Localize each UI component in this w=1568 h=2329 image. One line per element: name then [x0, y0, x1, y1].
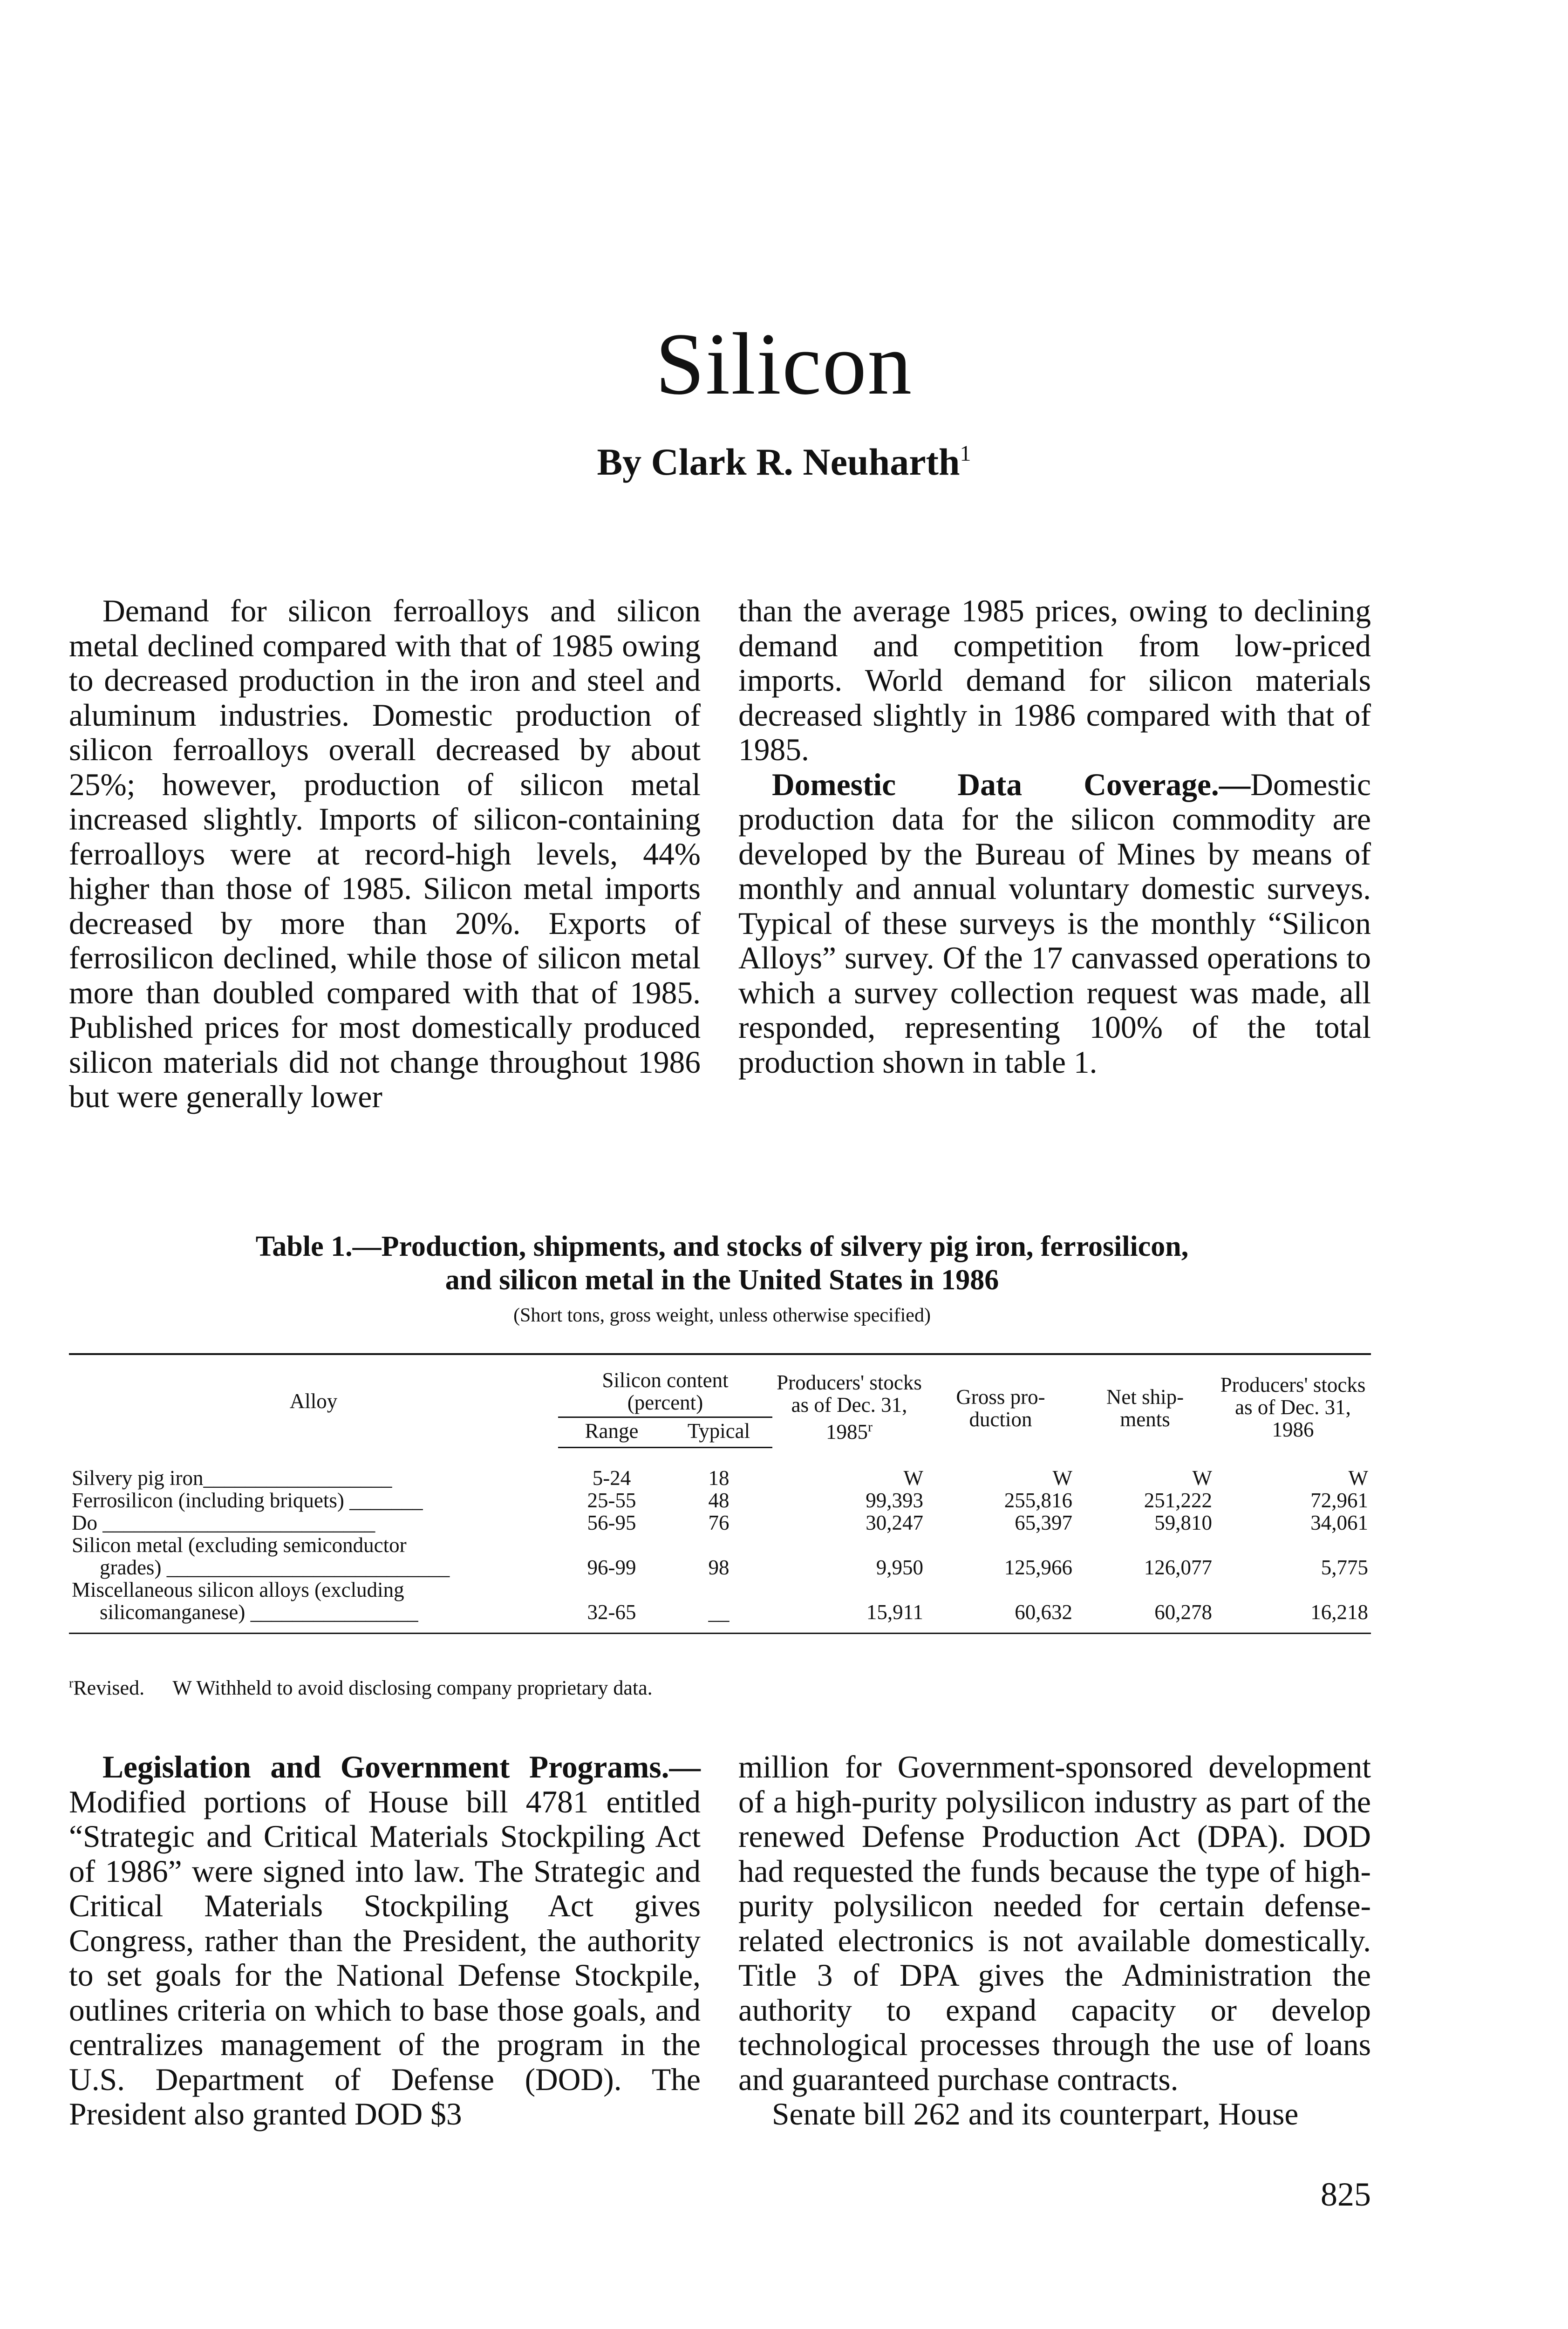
alloy-label-line-2: grades)	[100, 1556, 162, 1579]
cell-net: 59,810	[1154, 1511, 1212, 1534]
intro-paragraph-continued: than the average 1985 prices, owing to declining demand and competition from low-priced imports. World demand for silicon materials decreased slightly in 1986 compared with that of 1985.	[738, 593, 1371, 767]
leader-dots: _______	[349, 1489, 423, 1512]
cell-net: 126,077	[1144, 1556, 1212, 1579]
cell-typical: 76	[708, 1511, 729, 1534]
page-title: Silicon	[655, 315, 913, 414]
coverage-text: Domestic production data for the silicon commodity are developed by the Bureau of Mines by means of monthly and annual voluntary domestic surveys. Typical of these surveys is the monthly “Silicon Alloys” survey. Of the 17 canvassed operations to which a survey collection request was made, all responded, representing 100% of the total production shown in table 1.	[738, 767, 1371, 1080]
header-typical: Typical	[665, 1417, 772, 1448]
table-subtitle: (Short tons, gross weight, unless otherwise specified)	[513, 1305, 931, 1326]
cell-gross: 125,966	[1004, 1556, 1072, 1579]
revised-mark: r	[868, 1419, 873, 1435]
table-row	[69, 1448, 1371, 1490]
cell-stocks-1986: W	[1348, 1466, 1368, 1490]
alloy-label: Silvery pig iron	[72, 1466, 204, 1490]
alloy-label: Do	[72, 1511, 97, 1534]
production-table	[69, 1353, 1371, 1634]
cell-typical: 18	[708, 1466, 729, 1490]
alloy-label: Silicon metal (excluding semiconductor	[72, 1533, 407, 1557]
cell-net: 251,222	[1144, 1489, 1212, 1512]
cell-alloy	[69, 1534, 558, 1579]
cell-stocks-1986: 16,218	[1310, 1600, 1368, 1624]
table-row	[69, 1489, 1371, 1512]
author-footnote-mark: 1	[960, 441, 971, 466]
cell-range: 25-55	[587, 1489, 636, 1512]
cell-stocks-1985: 99,393	[866, 1489, 923, 1512]
legislation-paragraph-continued: million for Government-sponsored development of a high-purity polysilicon industry as part of the renewed Defense Production Act (DPA). DOD had requested the funds because the type of high-purity polysilicon needed for certain defense-related electronics is not available domestically. Title 3 of DPA gives the Administration the authority to expand capacity or develop technological processes through the use of loans and guaranteed purchase contracts.	[738, 1750, 1371, 2097]
table-footnotes	[69, 1676, 676, 1700]
footnote-revised-mark: r	[69, 1676, 74, 1691]
leader-dots: __________________________	[102, 1511, 375, 1534]
cell-gross: 65,397	[1015, 1511, 1072, 1534]
header-range: Range	[558, 1417, 665, 1448]
cell-typical: __	[708, 1600, 729, 1624]
cell-stocks-1985: 15,911	[866, 1600, 923, 1624]
cell-alloy	[69, 1489, 558, 1512]
table-row	[69, 1579, 1371, 1634]
alloy-label-cont	[72, 1601, 555, 1623]
author-name: By Clark R. Neuharth	[597, 441, 960, 483]
table-title-line-2: and silicon metal in the United States in 1986	[445, 1264, 999, 1296]
header-silicon-content: Silicon content (percent)	[602, 1369, 729, 1414]
alloy-label: Ferrosilicon (including briquets)	[72, 1489, 344, 1512]
cell-alloy	[69, 1448, 558, 1490]
intro-column-right	[738, 594, 1371, 1080]
legislation-column-right	[738, 1750, 1371, 2132]
cell-alloy	[69, 1512, 558, 1534]
cell-range: 96-99	[587, 1556, 636, 1579]
leader-dots: __________________	[203, 1466, 392, 1490]
byline	[0, 440, 1568, 484]
legislation-text: Modified portions of House bill 4781 entitled “Strategic and Critical Materials Stockpiling Act of 1986” were signed into law. The Strategic and Critical Materials Stockpiling Act gives Congress, rather than the President, the authority to set goals for the National Defense Stockpile, outlines criteria on which to base those goals, and centralizes management of the program in the U.S. Department of Defense (DOD). The President also granted DOD $3	[69, 1784, 701, 2132]
cell-typical: 48	[708, 1489, 729, 1512]
header-gross-production: Gross pro- duction	[956, 1385, 1045, 1431]
cell-range: 56-95	[587, 1511, 636, 1534]
cell-typical: 98	[708, 1556, 729, 1579]
leader-dots: ___________________________	[166, 1556, 450, 1579]
table-title	[65, 1230, 1379, 1297]
cell-net: 60,278	[1154, 1600, 1212, 1624]
alloy-label-cont	[72, 1556, 555, 1579]
cell-gross: 255,816	[1004, 1489, 1072, 1512]
coverage-paragraph	[738, 768, 1371, 1080]
footnote-revised-text: Revised.	[73, 1676, 145, 1699]
cell-gross: W	[1052, 1466, 1072, 1490]
intro-paragraph: Demand for silicon ferroalloys and silicon metal declined compared with that of 1985 owing to decreased production in the iron and steel and aluminum industries. Domestic production of silicon ferroalloys overall decreased by about 25%; however, production of silicon metal increased slightly. Imports of silicon-containing ferroalloys were at record-high levels, 44% higher than those of 1985. Silicon metal imports decreased by more than 20%. Exports of ferrosilicon declined, while those of silicon metal more than doubled compared with that of 1985. Published prices for most domestically produced silicon materials did not change throughout 1986 but were generally lower	[69, 593, 701, 1114]
cell-stocks-1985: W	[903, 1466, 923, 1490]
legislation-paragraph	[69, 1750, 701, 2132]
header-stocks-1985-text: Producers' stocks as of Dec. 31, 1985	[777, 1371, 922, 1444]
senate-bill-paragraph: Senate bill 262 and its counterpart, House	[772, 2097, 1299, 2132]
cell-stocks-1986: 5,775	[1321, 1556, 1368, 1579]
cell-gross: 60,632	[1015, 1600, 1072, 1624]
footnote-withheld: W Withheld to avoid disclosing company proprietary data.	[172, 1676, 653, 1699]
legislation-heading: Legislation and Government Programs.—	[102, 1750, 701, 1784]
table-row	[69, 1512, 1371, 1534]
cell-stocks-1986: 72,961	[1310, 1489, 1368, 1512]
header-stocks-1985	[772, 1354, 926, 1448]
cell-stocks-1986: 34,061	[1310, 1511, 1368, 1534]
header-stocks-1986: Producers' stocks as of Dec. 31, 1986	[1220, 1373, 1366, 1442]
table-row	[69, 1534, 1371, 1579]
cell-range: 5-24	[592, 1466, 631, 1490]
alloy-label: Miscellaneous silicon alloys (excluding	[72, 1578, 404, 1601]
cell-net: W	[1192, 1466, 1212, 1490]
table-title-line-1: Table 1.—Production, shipments, and stocks of silvery pig iron, ferrosilicon,	[255, 1231, 1189, 1262]
header-net-shipments: Net ship- ments	[1106, 1385, 1184, 1431]
alloy-label-line-2: silicomanganese)	[100, 1600, 245, 1624]
cell-alloy	[69, 1579, 558, 1634]
cell-stocks-1985: 9,950	[876, 1556, 923, 1579]
cell-stocks-1985: 30,247	[866, 1511, 923, 1534]
page-number: 825	[1321, 2176, 1371, 2213]
intro-column-left	[69, 594, 701, 1115]
cell-range: 32-65	[587, 1600, 636, 1624]
footnote-revised	[69, 1676, 144, 1699]
legislation-column-left	[69, 1750, 701, 2132]
leader-dots: ________________	[250, 1600, 418, 1624]
coverage-heading: Domestic Data Coverage.—	[772, 767, 1251, 802]
header-alloy: Alloy	[289, 1389, 338, 1413]
